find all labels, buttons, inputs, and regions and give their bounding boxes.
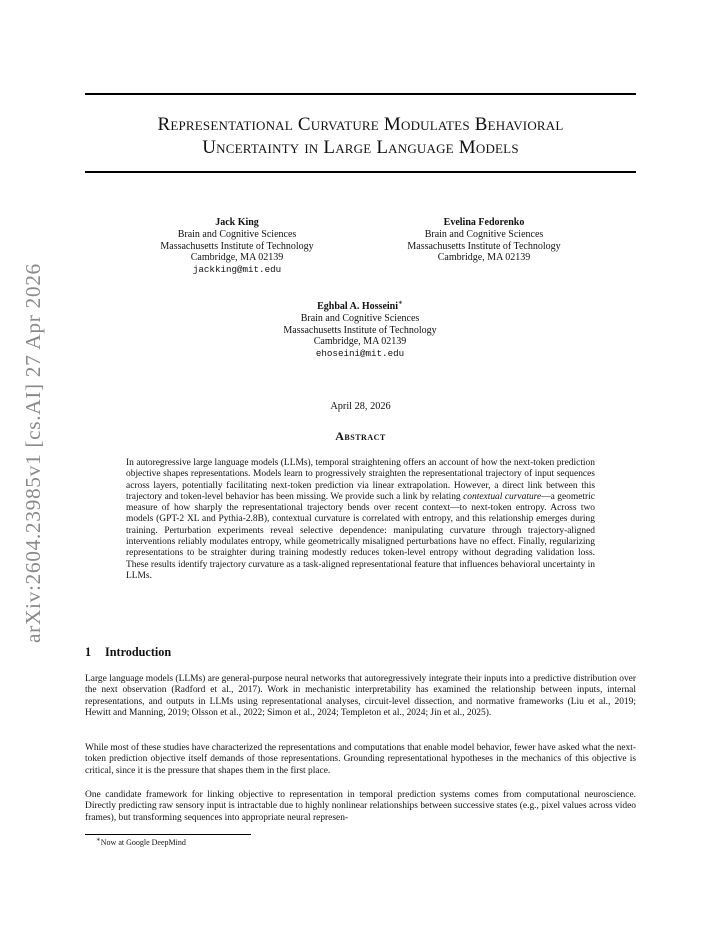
author-dept: Brain and Cognitive Sciences xyxy=(424,228,544,240)
paper-title xyxy=(85,113,636,159)
footnote-mark[interactable]: ∗ xyxy=(398,298,403,307)
author-email[interactable]: ehoseini@mit.edu xyxy=(315,348,405,360)
arxiv-identifier-stamp: arXiv:2604.23985v1 [cs.AI] 27 Apr 2026 xyxy=(21,263,45,643)
author-location: Cambridge, MA 02139 xyxy=(313,336,407,348)
author-name: Jack King xyxy=(215,217,259,228)
author-dept: Brain and Cognitive Sciences xyxy=(300,312,420,324)
author-email[interactable]: jackking@mit.edu xyxy=(192,264,282,276)
abstract-heading: Abstract xyxy=(335,429,386,443)
intro-paragraph-1: Large language models (LLMs) are general-purpose neural networks that autoregressively integrate their inputs into a predictive distribution over the next observation (Radford et al., 2017). Work in mechanistic interpretability has examined the relationship between inputs, internal representations, and outputs in LLMs using representational analyses, circuit-level dissection, and normative frameworks (Liu et al., 2019; Hewitt and Manning, 2019; Olsson et al., 2022; Simon et al., 2024; Templeton et al., 2024; Jin et al., 2025). xyxy=(85,674,636,718)
title-line-2: Uncertainty in Large Language Models xyxy=(202,137,519,158)
author-block-king xyxy=(127,217,347,276)
author-block-fedorenko xyxy=(374,217,594,264)
author-institution: Massachusetts Institute of Technology xyxy=(283,324,437,336)
author-dept: Brain and Cognitive Sciences xyxy=(177,228,297,240)
paper-date: April 28, 2026 xyxy=(330,401,391,412)
intro-paragraph-3: One candidate framework for linking objective to representation in temporal prediction systems comes from computational neuroscience. Directly predicting raw sensory input is intractable due to highly nonlinear relationships between successive states (e.g., pixel values across video frames), but transforming sequences into appropriate neural represen- xyxy=(85,790,636,823)
author-name: Evelina Fedorenko xyxy=(443,217,525,228)
footnote-text: Now at Google DeepMind xyxy=(100,838,186,847)
author-name: Eghbal A. Hosseini∗ xyxy=(317,298,403,312)
author-location: Cambridge, MA 02139 xyxy=(190,252,284,264)
footnote xyxy=(96,835,186,847)
author-institution: Massachusetts Institute of Technology xyxy=(407,240,561,252)
section-number: 1 xyxy=(85,645,92,659)
intro-paragraph-2: While most of these studies have characterized the representations and computations that enable model behavior, fewer have asked what the next-token prediction objective itself demands of those representations. Grounding representational hypotheses in the mechanics of this objective is critical, since it is the pressure that shapes them in the first place. xyxy=(85,743,636,776)
author-institution: Massachusetts Institute of Technology xyxy=(160,240,314,252)
title-line-1: Representational Curvature Modulates Behavioral xyxy=(157,114,564,135)
title-top-rule xyxy=(85,93,636,95)
section-heading-introduction xyxy=(85,645,171,660)
abstract-text: In autoregressive large language models (LLMs), temporal straightening offers an account of how the next-token prediction objective shapes representations. Models learn to progressively straighten the representational trajectory of input sequences across layers, potentially facilitating next-token prediction via linear extrapolation. However, a direct link between this trajectory and token-level behavior has been missing. We provide such a link by relating contextual curvature—a geometric measure of how sharply the representational trajectory bends over recent context—to next-token entropy. Across two models (GPT-2 XL and Pythia-2.8B), contextual curvature is correlated with entropy, and this relationship emerges during training. Perturbation experiments reveal selective dependence: manipulating curvature through trajectory-aligned interventions reliably modulates entropy, while geometrically misaligned perturbations have no effect. Finally, regularizing representations to be straighter during training modestly reduces token-level entropy without degrading validation loss. These results identify trajectory curvature as a task-aligned representational feature that influences behavioral uncertainty in LLMs. xyxy=(126,458,595,581)
author-location: Cambridge, MA 02139 xyxy=(437,252,531,264)
section-title: Introduction xyxy=(105,645,172,659)
footnote-divider xyxy=(85,834,251,835)
author-block-hosseini xyxy=(250,298,470,360)
title-bottom-rule xyxy=(85,171,636,173)
abstract-emphasis: contextual curvature xyxy=(463,491,542,502)
footnote-mark: ∗ xyxy=(96,835,101,844)
